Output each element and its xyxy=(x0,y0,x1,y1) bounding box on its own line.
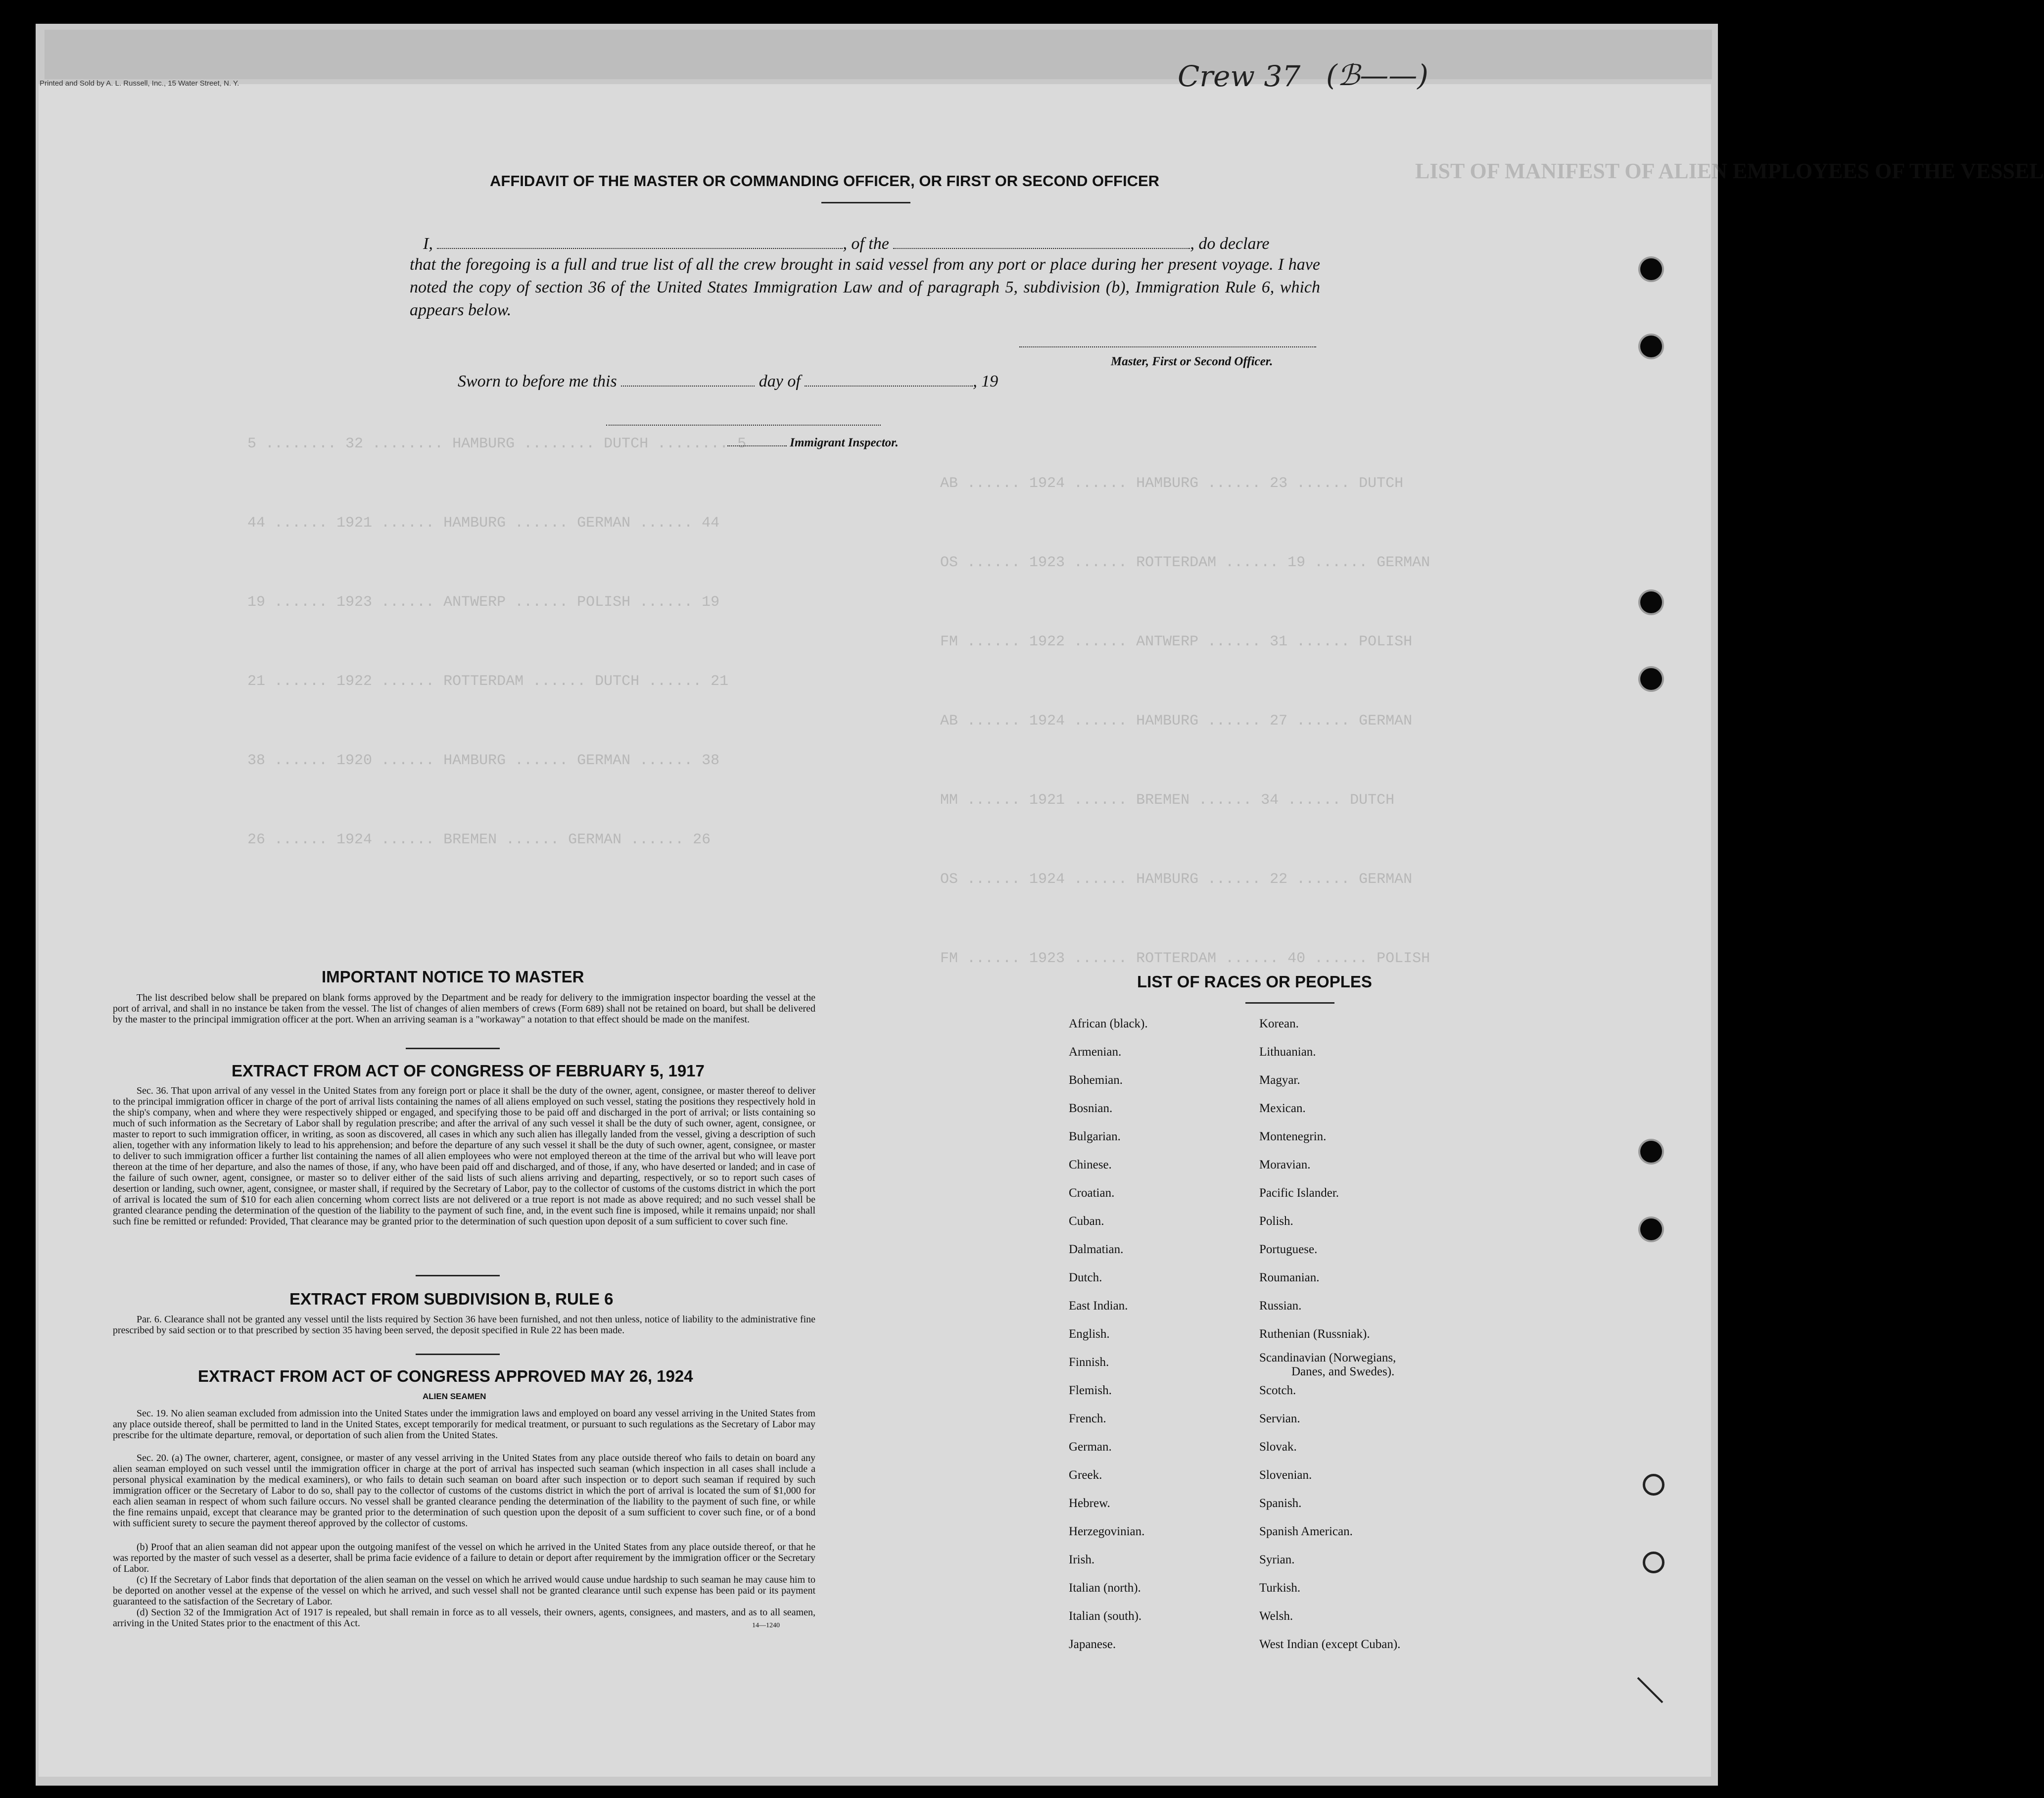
inspector-signature-line xyxy=(606,425,881,426)
race-left: Dalmatian. xyxy=(1069,1243,1124,1256)
show-through-row: 26 ...... 1924 ...... BREMEN ...... GERMAN ...... 26 xyxy=(247,831,711,848)
affidavit-statement: that the foregoing is a full and true list of all the crew brought in said vessel from any port or place during her present voyage. I have noted the copy of section 36 of the United States Immigration Law and of paragraph 5, subdivision (b), Immigration Rule 6, which appears below. xyxy=(410,255,1320,319)
race-left: East Indian. xyxy=(1069,1299,1128,1312)
punch-hole xyxy=(1640,591,1662,613)
punch-hole xyxy=(1640,1218,1662,1240)
show-through-row: 44 ...... 1921 ...... HAMBURG ...... GERMAN ...... 44 xyxy=(247,515,720,532)
race-left: Italian (south). xyxy=(1069,1609,1142,1623)
notice-rule xyxy=(406,1048,500,1049)
show-through-row: AB ...... 1924 ...... HAMBURG ...... 27 ...... GERMAN xyxy=(940,713,1413,729)
race-left: Bosnian. xyxy=(1069,1102,1113,1115)
inspector-blank xyxy=(727,437,787,446)
race-right: Slovak. xyxy=(1259,1440,1297,1454)
extract-1917-text: Sec. 36. That upon arrival of any vessel in the United States from any foreign port or place it shall be the duty of the owner, agent, consignee, or master thereof to deliver to the principal immigration officer in charge of the port of arrival lists containing the names of all aliens employed on such vessel, stating the positions they respectively hold in the ship's company, when and where they were respectively shipped or engaged, and specifying those to be paid off and discharged in the port of arrival; or lists containing so much of such information as the Secretary of Labor shall by regulation prescribe; and after the arrival of any such vessel it shall be the duty of such owner, agent, consignee, or master to report to such immigration officer, in writing, as soon as discovered, all cases in which any such alien has illegally landed from the vessel, giving a description of such alien, together with any information likely to lead to his apprehension; and before the departure of any such vessel it shall be the duty of such owner, agent, consignee, or master to deliver to such immigration officer a further list containing the names of all alien employees who were not employed thereon at the time of the arrival but who will leave port thereon at the time of her departure, and also the names of those, if any, who have been paid off and discharged, and of those, if any, who have deserted or landed; and in case of the failure of such owner, agent, consignee, or master so to deliver either of the said lists of such aliens arriving and departing, respectively, or so to report such cases of desertion or landing, such owner, agent, consignee, or master shall, if required by the Secretary of Labor, pay to the collector of customs of the customs district in which the port of arrival is located the sum of $10 for each alien concerning whom correct lists are not delivered or a true report is not made as above required; and no such vessel shall be granted clearance pending the determination of the question of the liability to the payment of such fine, and, in the event such fine is imposed, while it remains unpaid; nor shall such fine be remitted or refunded: Provided, That clearance may be granted prior to the determination of such question upon deposit of a sum sufficient to cover such fine. xyxy=(113,1085,815,1227)
race-left: Greek. xyxy=(1069,1468,1102,1482)
show-through-row: OS ...... 1924 ...... HAMBURG ...... 22 ...... GERMAN xyxy=(940,871,1413,888)
extract-1917-title: EXTRACT FROM ACT OF CONGRESS OF FEBRUARY 5, 1917 xyxy=(232,1062,705,1080)
rule6-text: Par. 6. Clearance shall not be granted any vessel until the lists required by Section 36 have been furnished, and not then unless, notice of liability to the administrative fine prescribed by said section or to that prescribed by section 35 having been served, the deposit specified in Rule 22 has been made. xyxy=(113,1314,815,1336)
signature-line xyxy=(1019,346,1316,347)
race-right: Portuguese. xyxy=(1259,1243,1318,1256)
race-left: French. xyxy=(1069,1412,1106,1425)
race-right: Spanish. xyxy=(1259,1497,1302,1510)
handwritten-crew-note: Crew 37 xyxy=(1178,59,1301,93)
races-rule xyxy=(1245,1002,1334,1004)
show-through-row: MM ...... 1921 ...... BREMEN ...... 34 ...... DUTCH xyxy=(940,792,1395,809)
race-left: Japanese. xyxy=(1069,1638,1116,1651)
sheet-edge xyxy=(45,30,1712,79)
affidavit-declaration-line xyxy=(423,233,1319,255)
notice-title: IMPORTANT NOTICE TO MASTER xyxy=(322,968,584,986)
rule6-rule xyxy=(416,1354,500,1355)
race-right: Welsh. xyxy=(1259,1609,1293,1623)
rule6-title: EXTRACT FROM SUBDIVISION B, RULE 6 xyxy=(289,1290,614,1308)
sworn-day-label: day of xyxy=(759,372,801,390)
alien-seamen-subtitle: ALIEN SEAMEN xyxy=(423,1392,486,1401)
race-left: Herzegovinian. xyxy=(1069,1525,1145,1538)
punch-hole xyxy=(1640,1141,1662,1163)
race-left: Chinese. xyxy=(1069,1158,1112,1171)
race-right: Slovenian. xyxy=(1259,1468,1312,1482)
race-left: Irish. xyxy=(1069,1553,1095,1566)
punch-hole xyxy=(1640,336,1662,357)
race-right: Syrian. xyxy=(1259,1553,1295,1566)
reinforced-punch-hole xyxy=(1643,1552,1664,1573)
sec19-text: Sec. 19. No alien seaman excluded from admission into the United States under the immigration laws and employed on board any vessel arriving in the United States from any place outside thereof, shall be permitted to land in the United States, except temporarily for medical treatment, or pursuant to such regulations as the Secretary of Labor may prescribe for the ultimate departure, removal, or deportation of such alien from the United States. xyxy=(113,1408,815,1441)
sec20a-text: Sec. 20. (a) The owner, charterer, agent, consignee, or master of any vessel arriving in the United States from any place outside thereof who fails to detain on board any alien seaman employed on such vessel until the immigration officer in charge at the port of arrival has inspected such seaman (which inspection in all cases shall include a personal physical examination by the medical examiners), or who fails to detain such seaman on board after such inspection or to deport such seaman if required by such immigration officer or the Secretary of Labor to do so, shall pay to the collector of customs of the customs district in which the port of arrival is located the sum of $1,000 for each alien seaman in respect of whom such failure occurs. No vessel shall be granted clearance pending the determination of the liability to the payment of such fine, or while the fine remains unpaid, except that clearance may be granted prior to the determination of such question upon the deposit of a sum sufficient to cover such fine, or of a bond with sufficient surety to secure the payment thereof approved by the collector of customs. xyxy=(113,1453,815,1529)
show-through-title: LIST OF MANIFEST OF ALIEN EMPLOYEES OF THE VESSEL xyxy=(1415,159,2044,183)
sworn-day-blank xyxy=(621,374,755,387)
race-right: Lithuanian. xyxy=(1259,1045,1316,1059)
inspector-line xyxy=(727,432,899,454)
title-rule xyxy=(821,202,910,203)
race-left: Finnish. xyxy=(1069,1356,1109,1369)
pen-mark xyxy=(1633,1673,1672,1712)
race-left: Armenian. xyxy=(1069,1045,1122,1059)
race-right: Magyar. xyxy=(1259,1073,1300,1087)
races-title: LIST OF RACES OR PEOPLES xyxy=(1137,972,1372,991)
race-left: Bulgarian. xyxy=(1069,1130,1121,1143)
show-through-row: OS ...... 1923 ...... ROTTERDAM ...... 19 ...... GERMAN xyxy=(940,554,1430,571)
name-blank xyxy=(437,236,843,249)
sworn-line xyxy=(458,370,1101,393)
form-number: 14—1240 xyxy=(752,1622,780,1629)
race-right: Spanish American. xyxy=(1259,1525,1353,1538)
race-left: Hebrew. xyxy=(1069,1497,1110,1510)
extract-1924-title: EXTRACT FROM ACT OF CONGRESS APPROVED MAY 26, 1924 xyxy=(198,1367,693,1385)
race-right: Pacific Islander. xyxy=(1259,1186,1339,1200)
race-left: Dutch. xyxy=(1069,1271,1102,1284)
race-right: Servian. xyxy=(1259,1412,1300,1425)
race-left: Croatian. xyxy=(1069,1186,1115,1200)
show-through-row: FM ...... 1922 ...... ANTWERP ...... 31 ...... POLISH xyxy=(940,633,1413,650)
extract-1917-rule xyxy=(416,1275,500,1276)
race-right: Montenegrin. xyxy=(1259,1130,1327,1143)
race-right: Turkish. xyxy=(1259,1581,1301,1595)
show-through-row: 5 ........ 32 ........ HAMBURG ........ DUTCH ........ 5 xyxy=(247,436,747,452)
punch-hole xyxy=(1640,668,1662,690)
race-left: Flemish. xyxy=(1069,1384,1112,1397)
race-left: Cuban. xyxy=(1069,1215,1104,1228)
race-right: Roumanian. xyxy=(1259,1271,1320,1284)
race-right: Ruthenian (Russniak). xyxy=(1259,1327,1370,1341)
do-declare-label: , do declare xyxy=(1190,235,1270,253)
race-right: Scotch. xyxy=(1259,1384,1296,1397)
race-right: Russian. xyxy=(1259,1299,1302,1312)
sec20d-text: (d) Section 32 of the Immigration Act of 1917 is repealed, but shall remain in force as to all vessels, their owners, agents, consignees, and masters, and as to all seamen, arriving in the United States prior to the enactment of this Act. xyxy=(113,1607,815,1629)
vessel-blank xyxy=(893,236,1190,249)
handwritten-scribble: (ℬ——) xyxy=(1326,58,1428,92)
race-right: West Indian (except Cuban). xyxy=(1259,1638,1401,1651)
sworn-year-label: , 19 xyxy=(973,372,998,390)
show-through-row: 19 ...... 1923 ...... ANTWERP ...... POLISH ...... 19 xyxy=(247,594,720,611)
race-left: English. xyxy=(1069,1327,1110,1341)
race-right: Scandinavian (Norwegians, xyxy=(1259,1351,1396,1364)
inspector-label: Immigrant Inspector. xyxy=(790,436,899,449)
race-right: Polish. xyxy=(1259,1215,1293,1228)
show-through-row: 38 ...... 1920 ...... HAMBURG ...... GERMAN ...... 38 xyxy=(247,752,720,769)
show-through-row: 21 ...... 1922 ...... ROTTERDAM ...... DUTCH ...... 21 xyxy=(247,673,729,690)
race-left: Bohemian. xyxy=(1069,1073,1123,1087)
signature-label: Master, First or Second Officer. xyxy=(1111,355,1273,368)
affidavit-title: AFFIDAVIT OF THE MASTER OR COMMANDING OFFICER, OR FIRST OR SECOND OFFICER xyxy=(490,172,1160,190)
reinforced-punch-hole xyxy=(1643,1474,1664,1496)
sworn-prefix: Sworn to before me this xyxy=(458,372,617,390)
show-through-row: AB ...... 1924 ...... HAMBURG ...... 23 ...... DUTCH xyxy=(940,475,1404,492)
notice-text: The list described below shall be prepared on blank forms approved by the Department and be ready for delivery to the immigration inspector boarding the vessel at the port of arrival, and shall in no instance be taken from the vessel. The list of changes of alien members of crews (Form 689) shall not be retained on board, but shall be delivered by the master to the principal immigration officer at the port. When an arriving seaman is a "workaway" a notation to that effect should be made on the manifest. xyxy=(113,992,815,1025)
punch-hole xyxy=(1640,258,1662,280)
sec20b-text: (b) Proof that an alien seaman did not appear upon the outgoing manifest of the vessel on which he arrived in the United States from any place outside thereof, or that he was reported by the master of such vessel as a deserter, shall be prima facie evidence of a failure to detain or deport after requirement by the immigration officer or the Secretary of Labor. xyxy=(113,1542,815,1574)
sworn-month-blank xyxy=(805,374,973,387)
show-through-row: FM ...... 1923 ...... ROTTERDAM ...... 40 ...... POLISH xyxy=(940,950,1430,967)
race-right-continuation: Danes, and Swedes). xyxy=(1291,1365,1395,1378)
race-left: African (black). xyxy=(1069,1017,1148,1030)
printer-imprint: Printed and Sold by A. L. Russell, Inc., 15 Water Street, N. Y. xyxy=(40,79,239,88)
race-right: Moravian. xyxy=(1259,1158,1311,1171)
affidavit-i-label: I, xyxy=(423,235,433,253)
race-right: Mexican. xyxy=(1259,1102,1306,1115)
race-left: German. xyxy=(1069,1440,1112,1454)
sec20c-text: (c) If the Secretary of Labor finds that deportation of the alien seaman on the vessel on which he arrived would cause undue hardship to such seaman he may cause him to be deported on another vessel at the expense of the vessel on which he arrived, and such vessel shall not be granted clearance until such expense has been paid or its payment guaranteed to the satisfaction of the Secretary of Labor. xyxy=(113,1574,815,1607)
race-right: Korean. xyxy=(1259,1017,1299,1030)
of-the-label: , of the xyxy=(843,235,889,253)
race-left: Italian (north). xyxy=(1069,1581,1141,1595)
